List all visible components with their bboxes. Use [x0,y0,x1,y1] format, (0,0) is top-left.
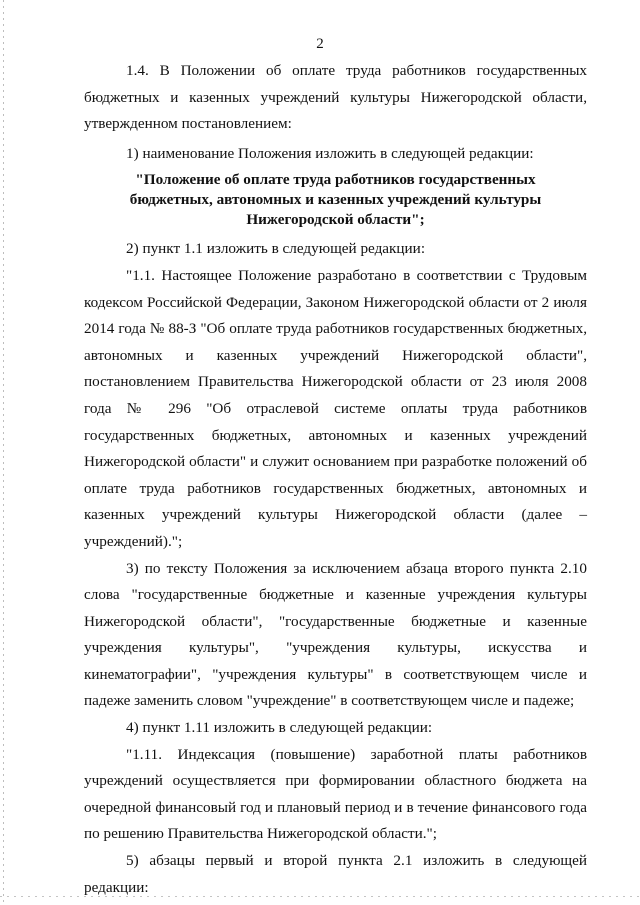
paragraph-item-4: 4) пункт 1.11 изложить в следующей редакции: [126,719,433,737]
scan-left-edge [3,0,4,905]
paragraph-clause-1-1: "1.1. Настоящее Положение разработано в соответствии с Трудовым кодексом Российской Федерации, Законом Нижегородской области от 2 июля 2014 года № 88-З "Об оплате труда работников государственных бюджетных, автономных и казенных учреждений Нижегородской области", постановлением Правительства Нижегородской области от 23 июля 2008 года № 296 "Об отраслевой системе оплаты труда работников государственных бюджетных, автономных и казенных учреждений Нижегородской области" и служит основанием при разработке положений об оплате труда работников государственных бюджетных, автономных и казенных учреждений культуры Нижегородской области (далее – учреждений)."; [84,266,587,550]
regulation-title-line: Нижегородской области"; [246,211,425,229]
regulation-title [84,170,587,230]
paragraph-item-2: 2) пункт 1.1 изложить в следующей редакции: [126,240,426,258]
paragraph-item-1: 1) наименование Положения изложить в следующей редакции: [126,144,534,162]
document-body [84,58,587,901]
paragraph-item-5: 5) абзацы первый и второй пункта 2.1 изложить в следующей редакции: [84,852,587,896]
scan-bottom-edge [0,896,640,897]
paragraph-1-4: 1.4. В Положении об оплате труда работников государственных бюджетных и казенных учреждений культуры Нижегородской области, утвержденном постановлением: [84,62,587,133]
page-number: 2 [316,36,324,52]
regulation-title-line: "Положение об оплате труда работников государственных [135,171,536,189]
regulation-title-line: бюджетных, автономных и казенных учреждений культуры [129,191,542,209]
paragraph-item-3: 3) по тексту Положения за исключением абзаца второго пункта 2.10 слова "государственные бюджетные и казенные учреждения культуры Нижегородской области", "государственные бюджетные и казенные учреждения культуры", "учреждения культуры, искусства и кинематографии", "учреждения культуры" в соответствующем числе и падеже заменить словом "учреждение" в соответствующем числе и падеже; [84,559,587,710]
paragraph-clause-1-11: "1.11. Индексация (повышение) заработной платы работников учреждений осуществляется при формировании областного бюджета на очередной финансовый год и плановый период и в течение финансового года по решению Правительства Нижегородской области."; [84,745,587,843]
